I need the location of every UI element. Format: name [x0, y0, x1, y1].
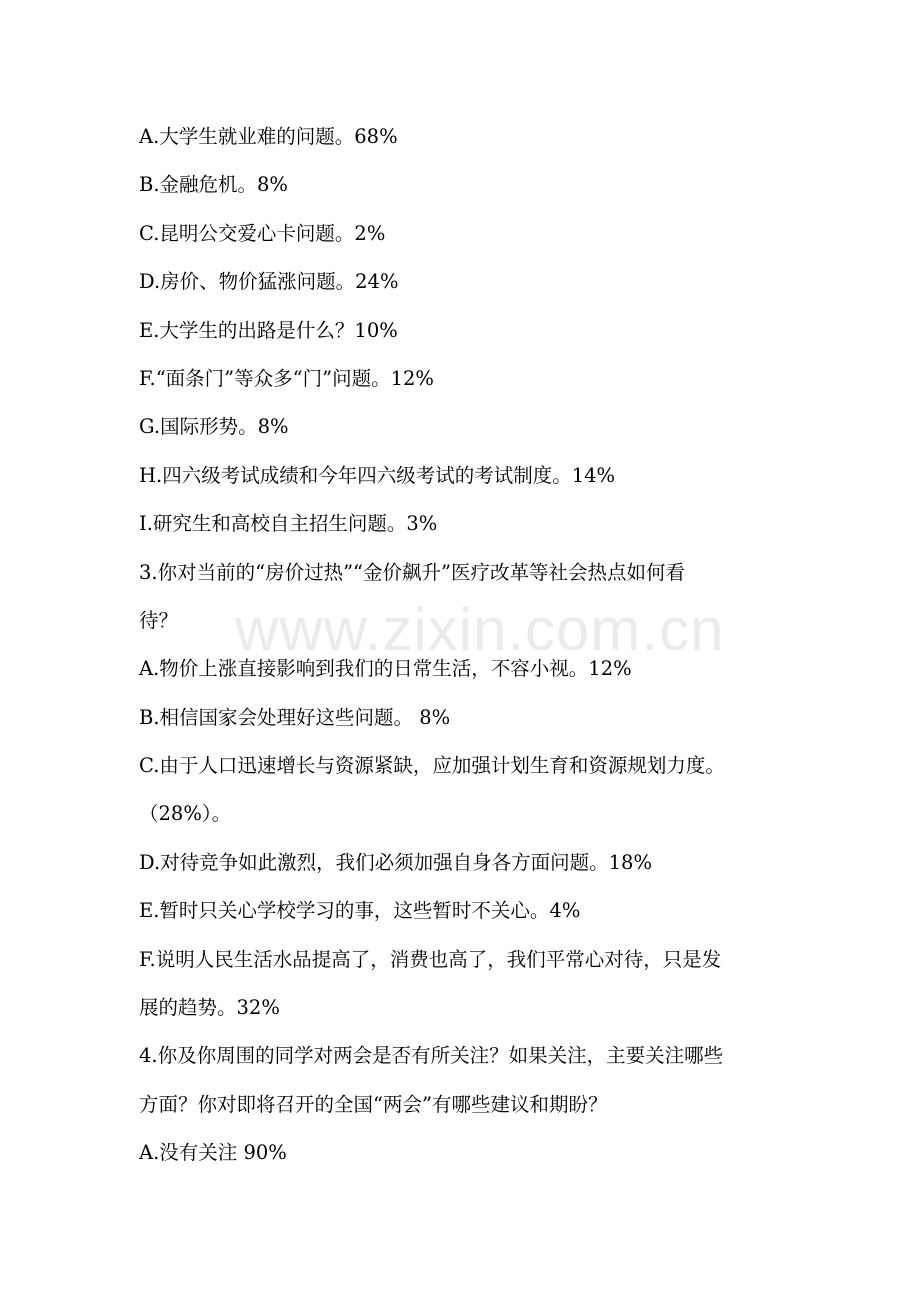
text-line: A.大学生就业难的问题。68%: [139, 125, 398, 148]
text-line: B.相信国家会处理好这些问题。 8%: [139, 705, 451, 729]
watermark: www.zixin.com.cn: [235, 596, 725, 663]
text-line: E.大学生的出路是什么？10%: [139, 318, 398, 342]
text-line: E.暂时只关心学校学习的事，这些暂时不关心。4%: [139, 899, 581, 923]
text-line: H.四六级考试成绩和今年四六级考试的考试制度。14%: [139, 463, 616, 487]
text-line: F.“面条门”等众多“门”问题。12%: [139, 366, 434, 390]
text-line: I.研究生和高校自主招生问题。3%: [139, 512, 438, 536]
text-line: C.由于人口迅速增长与资源紧缺，应加强计划生育和资源规划力度。: [139, 754, 725, 778]
text-line: G.国际形势。8%: [139, 415, 289, 439]
text-line: A.物价上涨直接影响到我们的日常生活，不容小视。12%: [139, 657, 632, 681]
text-line: A.没有关注 90%: [139, 1141, 287, 1165]
text-line: D.对待竞争如此激烈，我们必须加强自身各方面问题。18%: [139, 850, 652, 874]
text-line: 展的趋势。32%: [139, 996, 280, 1020]
text-line: F.说明人民生活水品提高了，消费也高了，我们平常心对待，只是发: [139, 947, 722, 971]
text-line: D.房价、物价猛涨问题。24%: [139, 270, 399, 294]
question-line: 4.你及你周围的同学对两会是否有所关注？如果关注，主要关注哪些: [139, 1044, 724, 1068]
question-line: 方面？你对即将召开的全国“两会”有哪些建议和期盼？: [139, 1092, 608, 1116]
question-line: 3.你对当前的“房价过热”“金价飙升”医疗改革等社会热点如何看: [139, 560, 685, 584]
text-line: C.昆明公交爱心卡问题。2%: [139, 221, 386, 245]
question-line: 待？: [139, 608, 179, 632]
text-line: （28%）。: [139, 802, 232, 826]
text-line: B.金融危机。8%: [139, 173, 288, 197]
